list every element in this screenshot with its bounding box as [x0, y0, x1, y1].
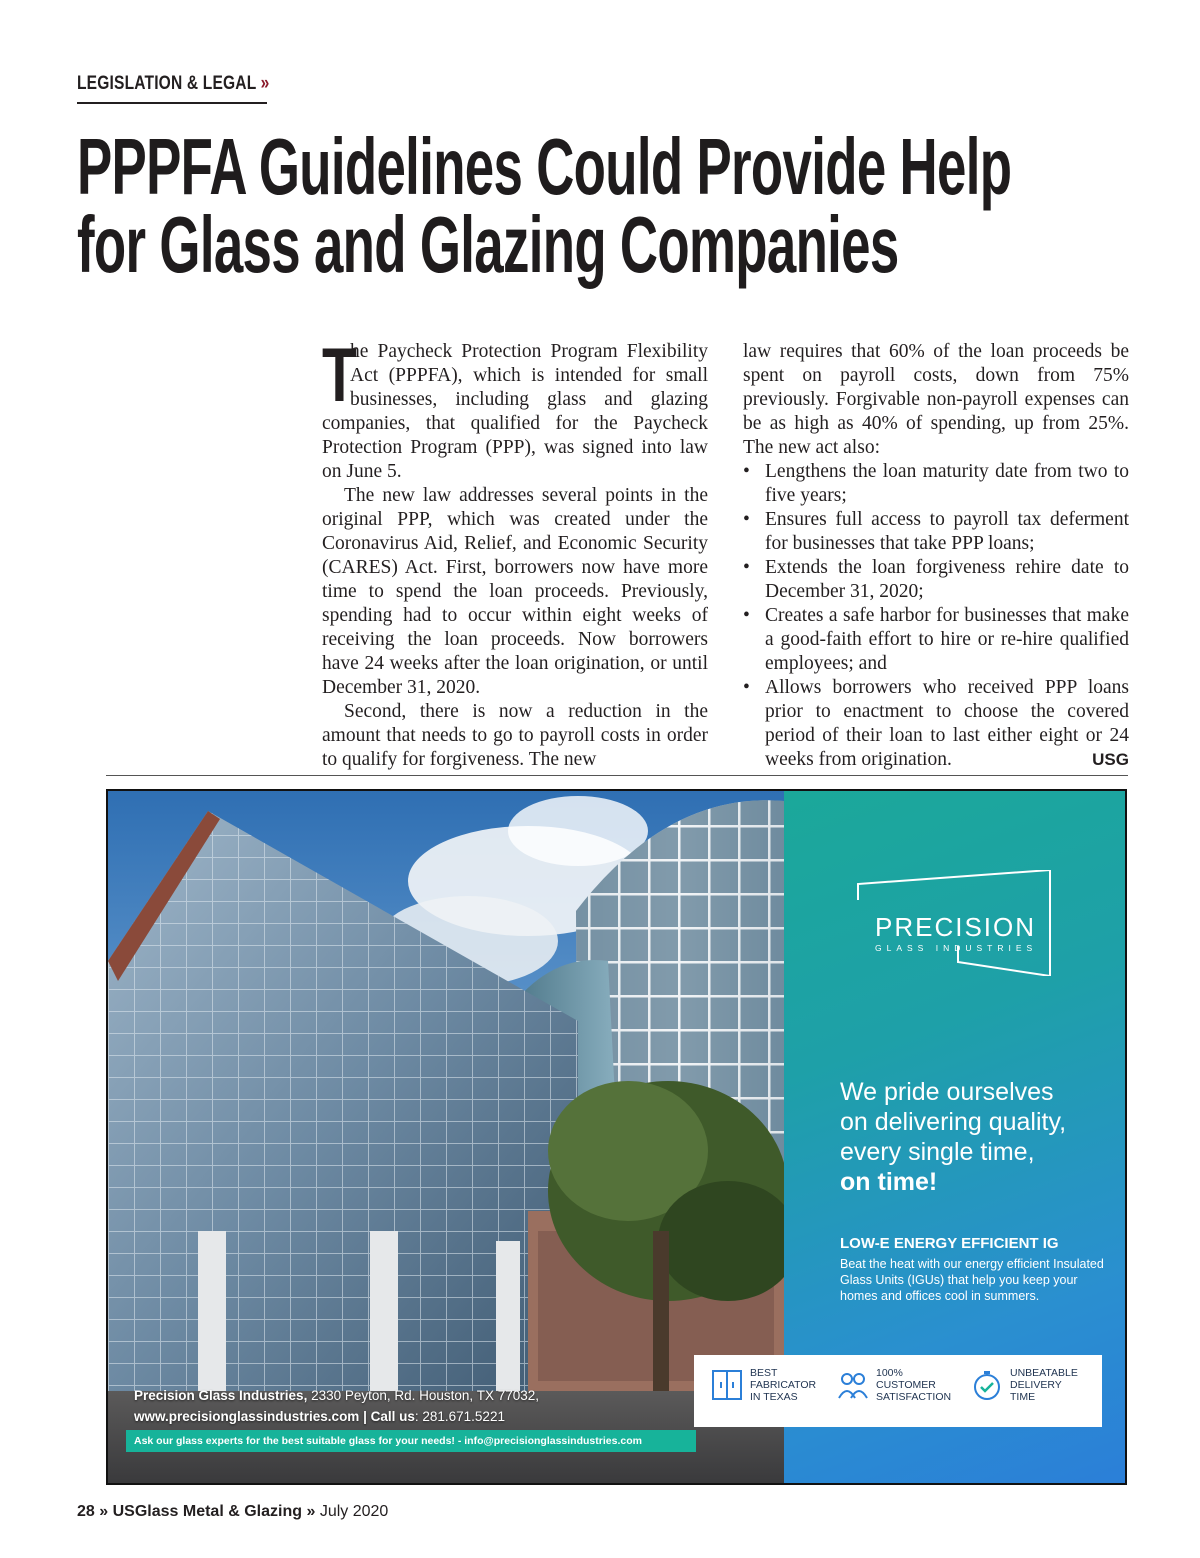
chevron-right-icon: »: [260, 73, 270, 94]
ad-tagline: We pride ourselves on delivering quality, every single time, on time!: [840, 1078, 1067, 1196]
website-link[interactable]: www.precisionglassindustries.com: [134, 1409, 360, 1424]
end-mark: USG: [1092, 750, 1129, 769]
window-icon: [710, 1368, 744, 1402]
phone-number[interactable]: : 281.671.5221: [414, 1409, 505, 1424]
article-paragraph-3: Second, there is now a reduction in the amount that needs to go to payroll costs in order to qualify for forgiveness. The new: [322, 701, 708, 770]
list-item: • Creates a safe harbor for businesses that make a good-faith effort to hire or re-hire qualified employees; and: [743, 604, 1129, 676]
issue-date: July 2020: [319, 1503, 389, 1520]
chevron-right-icon: »: [306, 1503, 316, 1520]
page-footer: [77, 1503, 388, 1521]
page-title: [77, 122, 1012, 289]
article-column-2: [743, 340, 1129, 772]
chevron-right-icon: »: [99, 1503, 109, 1520]
badge-best-fabricator: BEST FABRICATOR IN TEXAS: [710, 1367, 816, 1403]
ad-feature-text: Beat the heat with our energy efficient Insulated Glass Units (IGUs) that help you keep your homes and offices cool in summers.: [840, 1257, 1104, 1303]
building-photo: [108, 791, 784, 1483]
ad-feature-title: LOW-E ENERGY EFFICIENT IG: [840, 1235, 1059, 1252]
page-number: 28: [77, 1503, 95, 1520]
ad-address: Precision Glass Industries, 2330 Peyton, Rd. Houston, TX 77032, www.precisionglassindustries.com | Call us: 281.671.5221: [134, 1388, 539, 1424]
section-label: LEGISLATION & LEGAL »: [77, 73, 270, 94]
article-column-1: [322, 333, 708, 772]
badge-delivery-time: UNBEATABLE DELIVERY TIME: [970, 1367, 1078, 1403]
headline-line-2: for Glass and Glazing Companies: [77, 200, 899, 289]
article-paragraph-2: The new law addresses several points in the original PPP, which was created under the Coronavirus Aid, Relief, and Economic Security (CARES) Act. First, borrowers now have more time to spend the loan proceeds. Previously, spending had to occur within eight weeks of receiving the loan proceeds. Now borrowers have 24 weeks after the loan origination, or until December 31, 2020.: [322, 485, 708, 698]
list-item: • Extends the loan forgiveness rehire date to December 31, 2020;: [743, 556, 1129, 604]
stopwatch-check-icon: [970, 1368, 1004, 1402]
logo-subtitle: GLASS INDUSTRIES: [875, 943, 1038, 953]
article-paragraph-4: law requires that 60% of the loan proceeds be spent on payroll costs, down from 75% previously. Forgivable non-payroll expenses can be as high as 40% of spending, up from 25%. The new act also:: [743, 341, 1129, 458]
drop-cap: T: [322, 333, 357, 418]
section-tag: [77, 70, 270, 104]
article-paragraph-1: T he Paycheck Protection Program Flexibility Act (PPPFA), which is intended for small businesses, including glass and glazing companies, that qualified for the Paycheck Protection Program (PPP), was signed into law on June 5.: [322, 333, 708, 482]
section-divider: [106, 775, 1128, 776]
customers-icon: [836, 1368, 870, 1402]
list-item: • Ensures full access to payroll tax deferment for businesses that take PPP loans;: [743, 508, 1129, 556]
ad-cta-banner[interactable]: Ask our glass experts for the best suitable glass for your needs! - info@precisionglassindustries.com: [126, 1430, 696, 1452]
publication-name: USGlass Metal & Glazing: [112, 1503, 302, 1520]
badge-customer-satisfaction: 100% CUSTOMER SATISFACTION: [836, 1367, 951, 1403]
list-item: • Lengthens the loan maturity date from two to five years;: [743, 460, 1129, 508]
headline-line-1: PPPFA Guidelines Could Provide Help: [77, 122, 1012, 211]
logo-name: PRECISION: [875, 912, 1037, 942]
bullet-list: [743, 460, 1129, 772]
list-item-last: • Allows borrowers who received PPP loans prior to enactment to choose the covered period of their loan to last either eight or 24 weeks from origination. USG: [743, 676, 1129, 772]
